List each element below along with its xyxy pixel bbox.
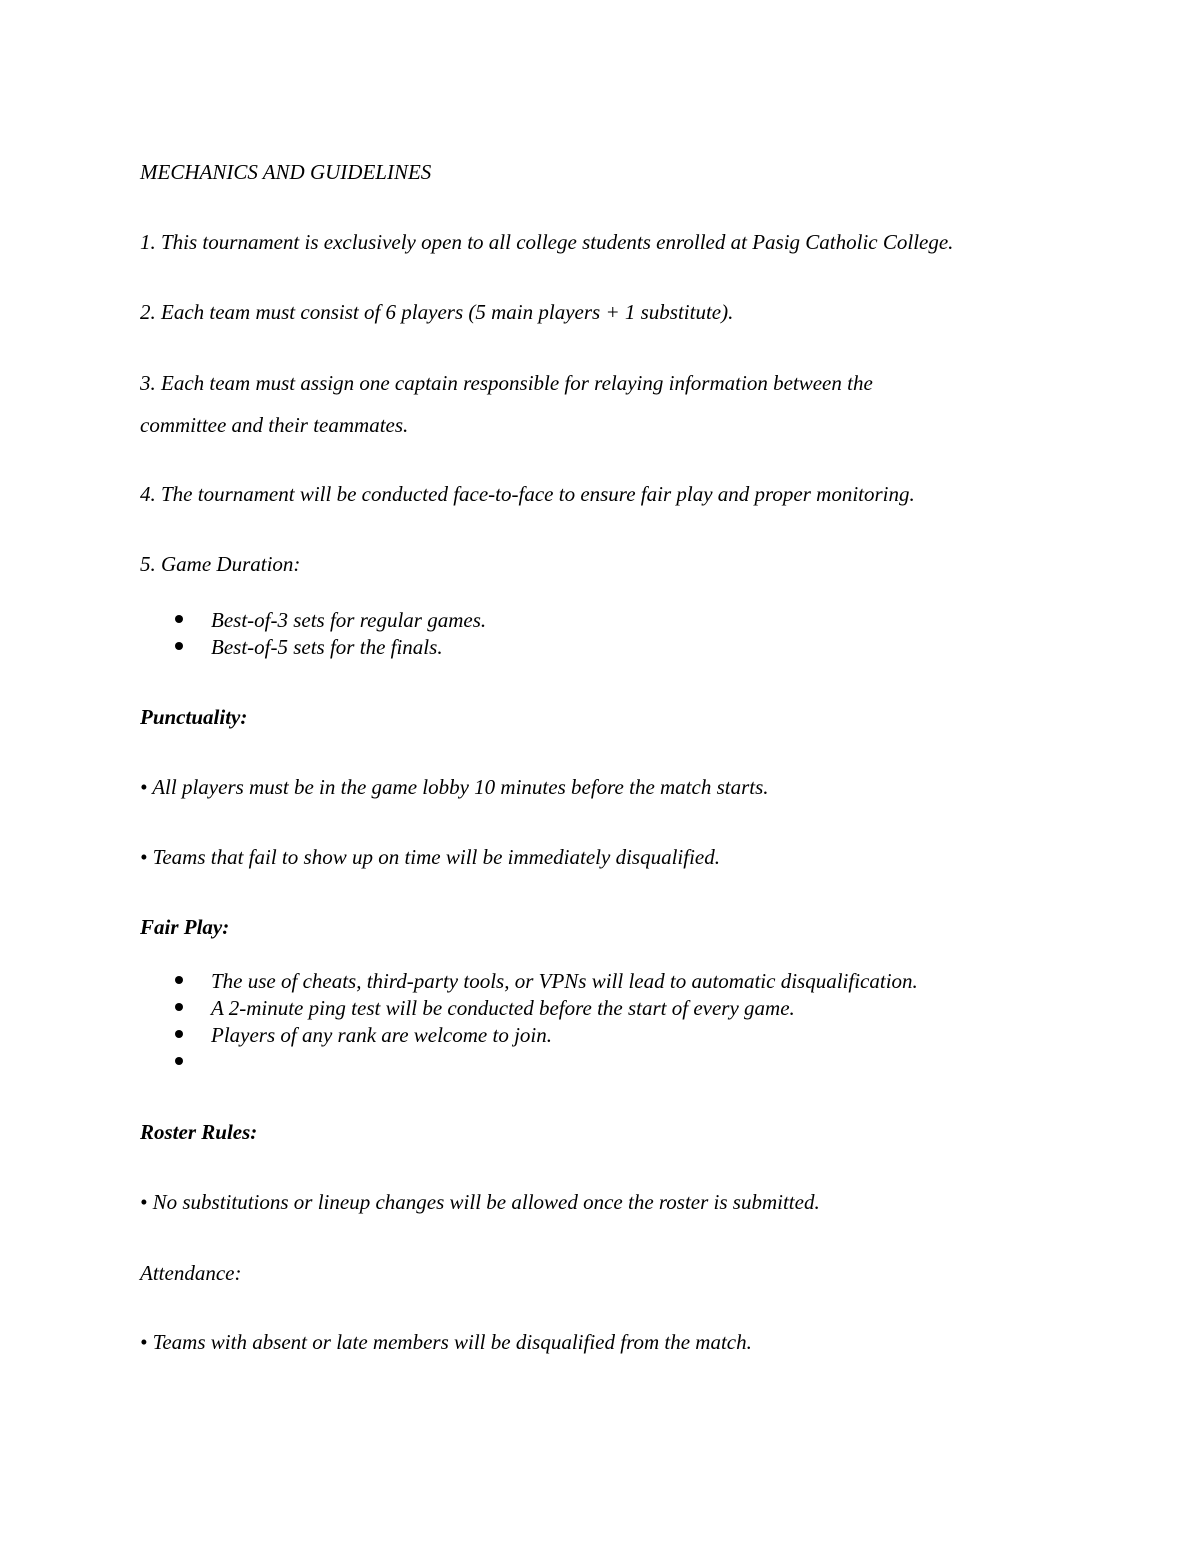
rule-4: 4. The tournament will be conducted face-to-face to ensure fair play and proper monitoring.: [140, 482, 915, 506]
fair-play-heading: Fair Play:: [140, 915, 230, 939]
list-item: Best-of-3 sets for regular games.: [211, 608, 487, 632]
rule-3: 3. Each team must assign one captain responsible for relaying information between the: [140, 371, 873, 395]
bullet-icon: [175, 976, 183, 984]
bullet-icon: [175, 615, 183, 623]
rule-1: 1. This tournament is exclusively open to all college students enrolled at Pasig Catholic College.: [140, 230, 954, 254]
attendance-heading: Attendance:: [140, 1261, 242, 1285]
bullet-icon: [175, 1003, 183, 1011]
list-item: A 2-minute ping test will be conducted before the start of every game.: [211, 996, 795, 1020]
punctuality-item: • Teams that fail to show up on time will be immediately disqualified.: [140, 845, 720, 869]
roster-rules-item: • No substitutions or lineup changes will be allowed once the roster is submitted.: [140, 1190, 820, 1214]
list-item: The use of cheats, third-party tools, or VPNs will lead to automatic disqualification.: [211, 969, 918, 993]
punctuality-heading: Punctuality:: [140, 705, 248, 729]
bullet-icon: [175, 1030, 183, 1038]
page-title: MECHANICS AND GUIDELINES: [140, 160, 432, 184]
bullet-icon: [175, 642, 183, 650]
punctuality-item: • All players must be in the game lobby 10 minutes before the match starts.: [140, 775, 769, 799]
list-item: Players of any rank are welcome to join.: [211, 1023, 552, 1047]
attendance-item: • Teams with absent or late members will be disqualified from the match.: [140, 1330, 752, 1354]
rule-5: 5. Game Duration:: [140, 552, 301, 576]
list-item: Best-of-5 sets for the finals.: [211, 635, 443, 659]
roster-rules-heading: Roster Rules:: [140, 1120, 258, 1144]
rule-3-continued: committee and their teammates.: [140, 413, 409, 437]
rule-2: 2. Each team must consist of 6 players (5 main players + 1 substitute).: [140, 300, 734, 324]
bullet-icon: [175, 1057, 183, 1065]
